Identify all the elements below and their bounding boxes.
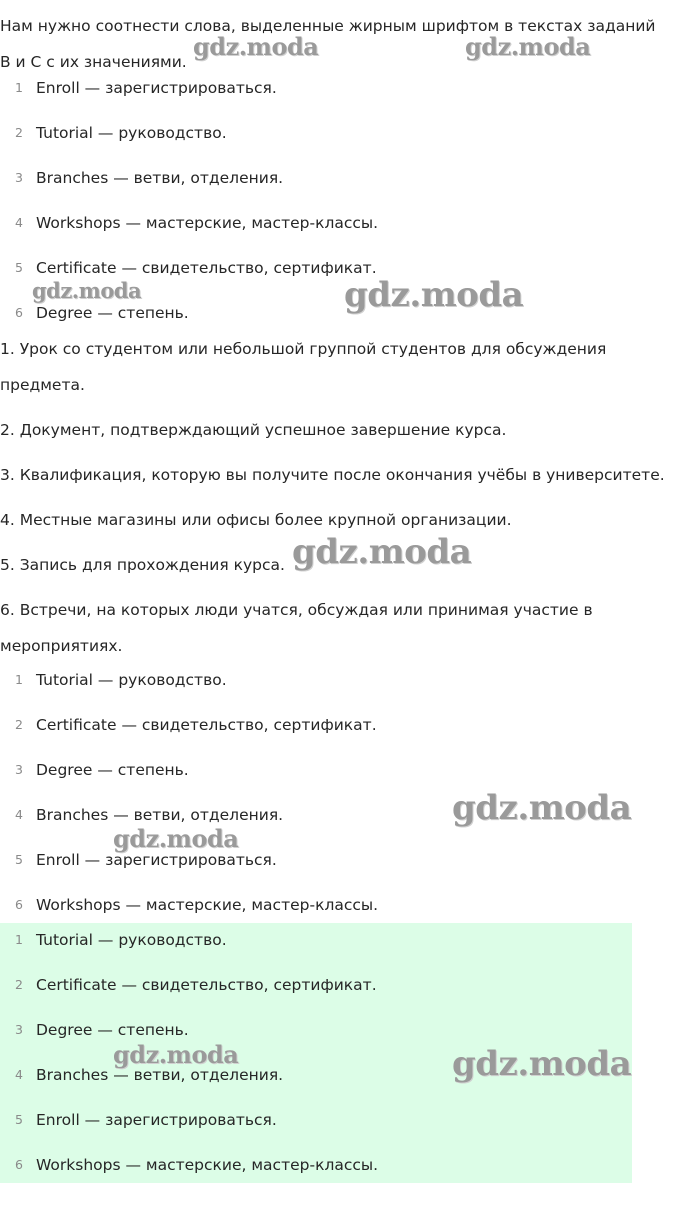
list-text: Workshops — мастерские, мастер-классы. [36,896,379,914]
list-text: Branches — ветви, отделения. [36,169,284,187]
list-text: Workshops — мастерские, мастер-классы. [36,1156,379,1174]
list-text: Branches — ветви, отделения. [36,1066,284,1084]
intro-line-1: Нам нужно соотнести слова, выделенные жирным шрифтом в текстах заданий [0,17,656,35]
list-text: Certificate — свидетельство, сертификат. [36,716,377,734]
list-text: Enroll — зарегистрироваться. [36,1111,277,1129]
list-number: 3 [15,170,23,185]
list-text: Tutorial — руководство. [36,124,227,142]
watermark-logo: gdz.moda [32,278,142,303]
list-text: Branches — ветви, отделения. [36,806,284,824]
list-text: Enroll — зарегистрироваться. [36,79,277,97]
watermark-logo: gdz.moda [465,32,591,61]
list-text: Certificate — свидетельство, сертификат. [36,976,377,994]
list-number: 3 [15,762,23,777]
list-number: 6 [15,1157,23,1172]
list-text: Tutorial — руководство. [36,671,227,689]
list-number: 1 [15,80,23,95]
definition-item: 4. Местные магазины или офисы более крупной организации. [0,511,512,529]
definition-item: 5. Запись для прохождения курса. [0,556,285,574]
list-number: 4 [15,807,23,822]
list-number: 2 [15,125,23,140]
watermark-logo: gdz.moda [344,275,524,315]
definitions [0,331,680,673]
list-number: 2 [15,977,23,992]
list-number: 4 [15,1067,23,1082]
watermark-logo: gdz.moda [452,788,632,828]
list-number: 5 [15,852,23,867]
list-text: Degree — степень. [36,761,189,779]
definition-item: 1. Урок со студентом или небольшой группой студентов для обсуждения предмета. [0,340,607,394]
watermark-logo: gdz.moda [292,532,472,572]
list-number: 3 [15,1022,23,1037]
watermark-logo: gdz.moda [452,1044,632,1084]
list-number: 1 [15,672,23,687]
list-number: 1 [15,932,23,947]
definition-item: 2. Документ, подтверждающий успешное завершение курса. [0,421,507,439]
list-text: Workshops — мастерские, мастер-классы. [36,214,379,232]
watermark-logo: gdz.moda [193,32,319,61]
definition-item: 6. Встречи, на которых люди учатся, обсуждая или принимая участие в мероприятиях. [0,601,593,655]
intro-paragraph [0,8,680,80]
definition-item: 3. Квалификация, которую вы получите после окончания учёбы в университете. [0,466,665,484]
answer-highlight [0,923,632,1183]
list-number: 5 [15,1112,23,1127]
list-text: Certificate — свидетельство, сертификат. [36,259,377,277]
list-number: 4 [15,215,23,230]
list-text: Tutorial — руководство. [36,931,227,949]
list-number: 2 [15,717,23,732]
watermark-logo: gdz.moda [113,824,239,853]
list-text: Degree — степень. [36,304,189,322]
list-number: 6 [15,897,23,912]
list-number: 6 [15,305,23,320]
intro-line-2: B и C с их значениями. [0,53,187,71]
list-number: 5 [15,260,23,275]
list-text: Degree — степень. [36,1021,189,1039]
list-text: Enroll — зарегистрироваться. [36,851,277,869]
watermark-logo: gdz.moda [113,1040,239,1069]
